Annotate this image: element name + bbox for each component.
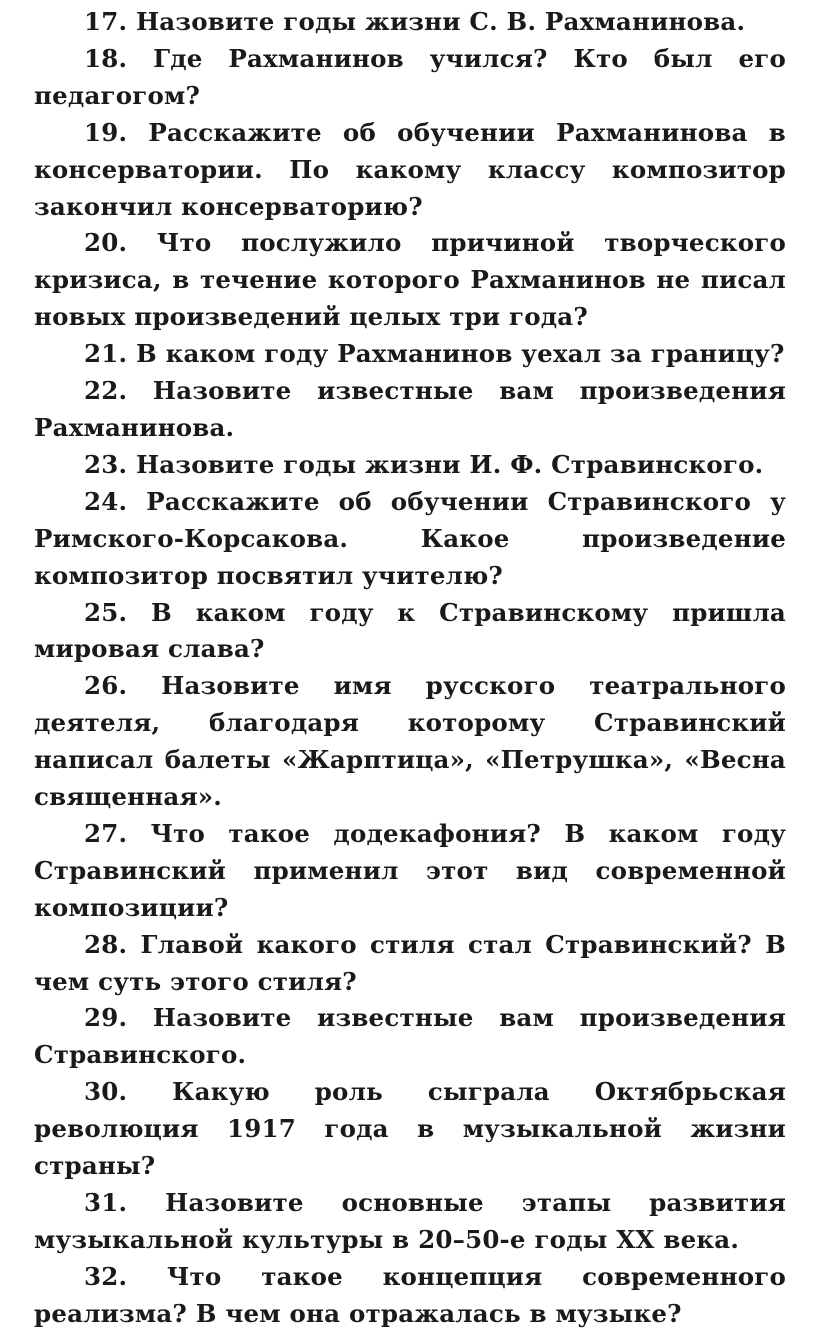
question-17: 17. Назовите годы жизни С. В. Рахманинова. (84, 7, 746, 36)
question-list (34, 4, 786, 1333)
question-21: 21. В каком году Рахманинов уехал за границу? (84, 339, 785, 369)
question-27: 27. Что такое додекафония? В каком году Стравинский применил этот вид современной композиции? (34, 818, 786, 922)
question-31: 31. Назовите основные этапы развития музыкальной культуры в 20–50-е годы XX века. (34, 1188, 786, 1254)
question-30: 30. Какую роль сыграла Октябрьская революция 1917 года в музыкальной жизни страны? (34, 1077, 786, 1181)
question-25: 25. В каком году к Стравинскому пришла мировая слава? (34, 597, 786, 664)
question-18: 18. Где Рахманинов учился? Кто был его педагогом? (34, 43, 786, 110)
question-24: 24. Расскажите об обучении Стравинского у Римского-Корсакова. Какое произведение композитор посвятил учителю? (34, 486, 786, 590)
question-19: 19. Расскажите об обучении Рахманинова в консерватории. По какому классу композитор закончил консерваторию? (34, 117, 786, 221)
question-32: 32. Что такое концепция современного реализма? В чем она отражалась в музыке? (34, 1261, 786, 1328)
question-29: 29. Назовите известные вам произведения Стравинского. (34, 1003, 786, 1070)
question-23: 23. Назовите годы жизни И. Ф. Стравинского. (84, 449, 764, 479)
question-22: 22. Назовите известные вам произведения Рахманинова. (34, 376, 786, 442)
question-20: 20. Что послужило причиной творческого кризиса, в течение которого Рахманинов не писал новых произведений целых три года? (34, 228, 786, 332)
question-26: 26. Назовите имя русского театрального деятеля, благодаря которому Стравинский написал балеты «Жарптица», «Петрушка», «Весна священная». (34, 671, 786, 812)
question-28: 28. Главой какого стиля стал Стравинский? В чем суть этого стиля? (34, 929, 786, 996)
